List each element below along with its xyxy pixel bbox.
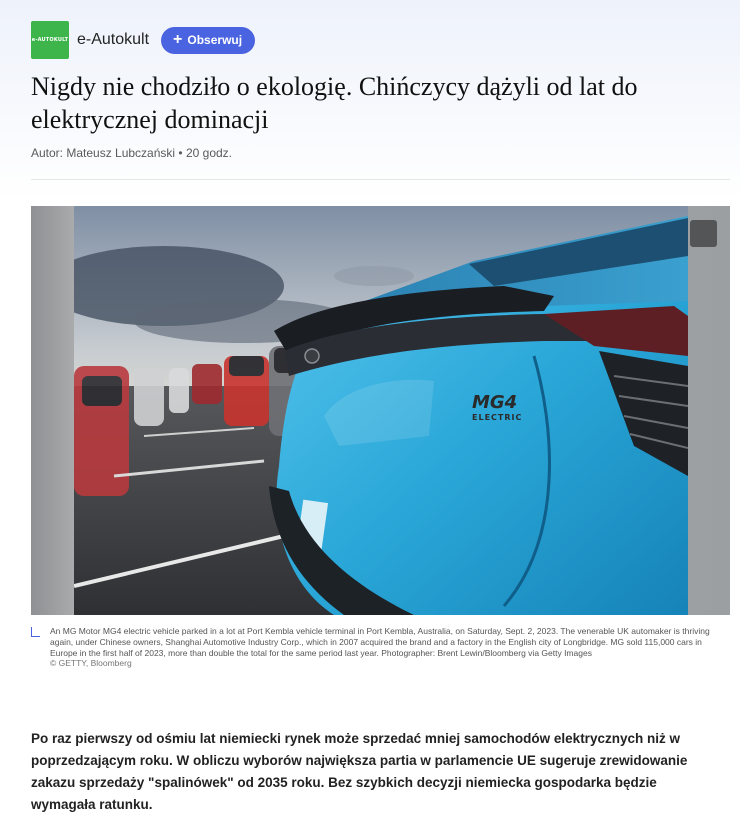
author: Autor: Mateusz Lubczański — [31, 146, 176, 160]
publisher-name[interactable]: e-Autokult — [77, 31, 150, 48]
expand-image-button[interactable] — [690, 220, 717, 247]
article-title: Nigdy nie chodziło o ekologię. Chińczycy dążyli od lat do elektrycznej dominacji — [31, 72, 638, 134]
caption-corner-icon — [31, 627, 40, 637]
image-caption-block — [31, 626, 721, 668]
image-credit: © GETTY, Bloomberg — [50, 658, 132, 669]
follow-button[interactable] — [161, 27, 255, 54]
publisher-header — [31, 21, 255, 59]
follow-label: Obserwuj — [187, 33, 243, 47]
car-photo — [74, 206, 688, 615]
publisher-logo-text: e-AUTOKULT — [31, 37, 69, 43]
badge-electric: ELECTRIC — [472, 413, 523, 422]
image-caption: An MG Motor MG4 electric vehicle parked in a lot at Port Kembla vehicle terminal in Port Kembla, Australia, on Saturday, Sept. 2, 2023. The venerable UK automaker is thriving again, under Chinese owners, Shanghai Automotive Industry Corp., which in 2007 acquired the brand and a factory in the English city of Longbridge. MG sold 115,000 cars in Europe in the first half of 2023, more than double the total for the same period last year. Photographer: Brent Lewin/Bloomberg via Getty Images — [50, 626, 710, 658]
byline — [31, 146, 232, 160]
hero-image[interactable] — [31, 206, 730, 615]
article-lead: Po raz pierwszy od ośmiu lat niemiecki rynek może sprzedać mniej samochodów elektrycznych niż w poprzedzającym roku. W obliczu wyborów największa partia w parlamencie UE sugeruje zrewidowanie zakazu sprzedaży "spalinówek" od 2035 roku. Bez szybkich decyzji niemiecka gospodarka będzie wymagała ratunku. — [31, 731, 688, 812]
timestamp: 20 godz. — [185, 146, 233, 160]
badge-model: MG4 — [472, 392, 518, 413]
publisher-logo[interactable] — [31, 21, 69, 59]
byline-separator: • — [178, 146, 183, 160]
plus-icon: + — [173, 30, 183, 48]
divider — [31, 179, 730, 180]
